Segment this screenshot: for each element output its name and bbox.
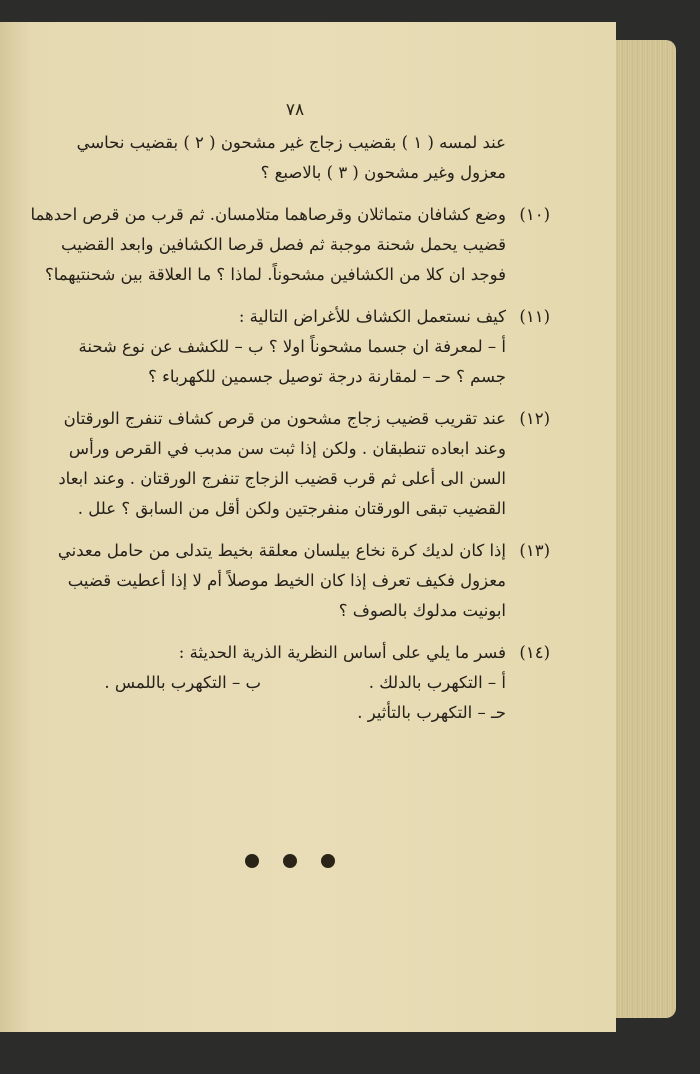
question-line: كيف نستعمل الكشاف للأغراض التالية : bbox=[238, 307, 506, 326]
end-ornament bbox=[245, 854, 335, 868]
question-number: (١٤) bbox=[519, 643, 550, 662]
page-edge-stack bbox=[614, 40, 676, 1018]
question-line: إذا كان لديك كرة نخاع بيلسان معلقة بخيط يتدلى من حامل معدني bbox=[57, 541, 506, 560]
question-line: عند تقريب قضيب زجاج مشحون من قرص كشاف تنفرج الورقتان bbox=[63, 409, 506, 428]
question-line: قضيب يحمل شحنة موجبة ثم فصل قرصا الكشافين وابعد القضيب bbox=[61, 235, 506, 254]
question-number: (١٢) bbox=[519, 409, 550, 428]
option-b: ب – التكهرب باللمس . bbox=[104, 673, 261, 692]
question-line: ابونيت مدلوك بالصوف ؟ bbox=[338, 601, 506, 620]
option-c: حـ – التكهرب بالتأثير . bbox=[357, 703, 506, 722]
question-line: معزول فكيف تعرف إذا كان الخيط موصلاً أم لا إذا أعطيت قضيب bbox=[67, 571, 506, 590]
page-number: ٧٨ bbox=[285, 100, 305, 120]
question-line: وضع كشافان متماثلان وقرصاهما متلامسان. ثم قرب من قرص احدهما bbox=[30, 205, 506, 224]
question-10 bbox=[30, 200, 550, 290]
ornament-dot bbox=[321, 854, 335, 868]
question-line: فوجد ان كلا من الكشافين مشحوناً. لماذا ؟ ما العلاقة بين شحنتيهما؟ bbox=[44, 265, 506, 284]
question-number: (١٠) bbox=[519, 205, 550, 224]
question-line: ﺃ – لمعرفة ان جسما مشحوناً اولا ؟ ب – للكشف عن نوع شحنة bbox=[78, 337, 506, 356]
ornament-dot bbox=[283, 854, 297, 868]
question-line: جسم ؟ حـ – لمقارنة درجة توصيل جسمين للكهرباء ؟ bbox=[148, 367, 506, 386]
intro-line: معزول وغير مشحون ( ٣ ) بالاصبع ؟ bbox=[260, 163, 506, 182]
ornament-dot bbox=[245, 854, 259, 868]
question-number: (١٣) bbox=[519, 541, 550, 560]
question-12 bbox=[30, 404, 550, 524]
page-content bbox=[30, 128, 550, 728]
intro-line: عند لمسه ( ١ ) بقضيب زجاج غير مشحون ( ٢ ) بقضيب نحاسي bbox=[76, 133, 506, 152]
question-number: (١١) bbox=[519, 307, 550, 326]
question-13 bbox=[30, 536, 550, 626]
option-a: ﺃ – التكهرب بالدلك . bbox=[368, 673, 506, 692]
question-line: السن الى أعلى ثم قرب قضيب الزجاج تنفرج الورقتان . وعند ابعاد bbox=[58, 469, 506, 488]
question-line: فسر ما يلي على أساس النظرية الذرية الحديثة : bbox=[178, 643, 506, 662]
options-row bbox=[30, 668, 550, 698]
question-11 bbox=[30, 302, 550, 392]
question-line: القضيب تبقى الورقتان منفرجتين ولكن أقل من السابق ؟ علل . bbox=[77, 499, 506, 518]
question-14 bbox=[30, 638, 550, 728]
question-line: وعند ابعاده تنطبقان . ولكن إذا ثبت سن مدبب في القرص ورأس bbox=[68, 439, 506, 458]
